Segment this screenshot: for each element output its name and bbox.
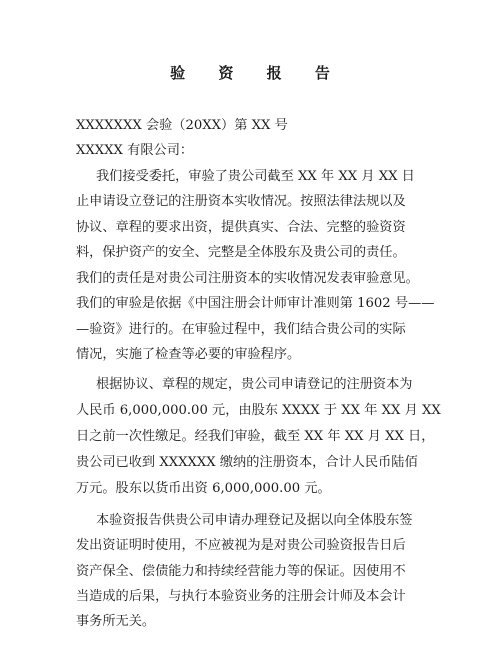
body-line: 资产保全、偿债能力和持续经营能力等的保证。因使用不 <box>76 564 406 579</box>
body-line: 我们的审验是依据《中国注册会计师审计准则第 1602 号—— <box>76 296 435 311</box>
body-line: 协议、章程的要求出资，提供真实、合法、完整的验资资 <box>76 220 406 235</box>
body-line: 日之前一次性缴足。经我们审验，截至 XX 年 XX 月 XX 日， <box>76 429 435 444</box>
body-line: 料，保护资产的安全、完整是全体股东及贵公司的责任。 <box>76 245 406 260</box>
document-title: 验 资 报 告 <box>170 64 344 82</box>
addressee: XXXXX 有限公司： <box>76 143 194 158</box>
body-line: 根据协议、章程的规定，贵公司申请登记的注册资本为 <box>96 377 413 392</box>
body-line: 贵公司已收到 XXXXXX 缴纳的注册资本，合计人民币陆佰 <box>76 455 418 470</box>
report-reference-number: XXXXXXX 会验（20XX）第 XX 号 <box>76 118 288 133</box>
body-line: 情况，实施了检查等必要的审验程序。 <box>76 347 301 362</box>
body-line: —验资》进行的。在审验过程中，我们结合贵公司的实际 <box>76 322 406 337</box>
body-line: 我们接受委托，审验了贵公司截至 XX 年 XX 月 XX 日 <box>96 169 415 184</box>
body-line: 事务所无关。 <box>76 614 156 629</box>
body-line: 人民币 6,000,000.00 元，由股东 XXXX 于 XX 年 XX 月 XX <box>76 403 441 418</box>
body-line: 本验资报告供贵公司申请办理登记及据以向全体股东签 <box>96 513 413 528</box>
body-line: 止申请设立登记的注册资本实收情况。按照法律法规以及 <box>76 194 406 209</box>
body-line: 我们的责任是对贵公司注册资本的实收情况发表审验意见。 <box>76 271 419 286</box>
body-line: 当造成的后果，与执行本验资业务的注册会计师及本会计 <box>76 589 406 604</box>
body-line: 发出资证明时使用，不应被视为是对贵公司验资报告日后 <box>76 538 406 553</box>
body-line: 万元。股东以货币出资 6,000,000.00 元。 <box>76 481 331 496</box>
